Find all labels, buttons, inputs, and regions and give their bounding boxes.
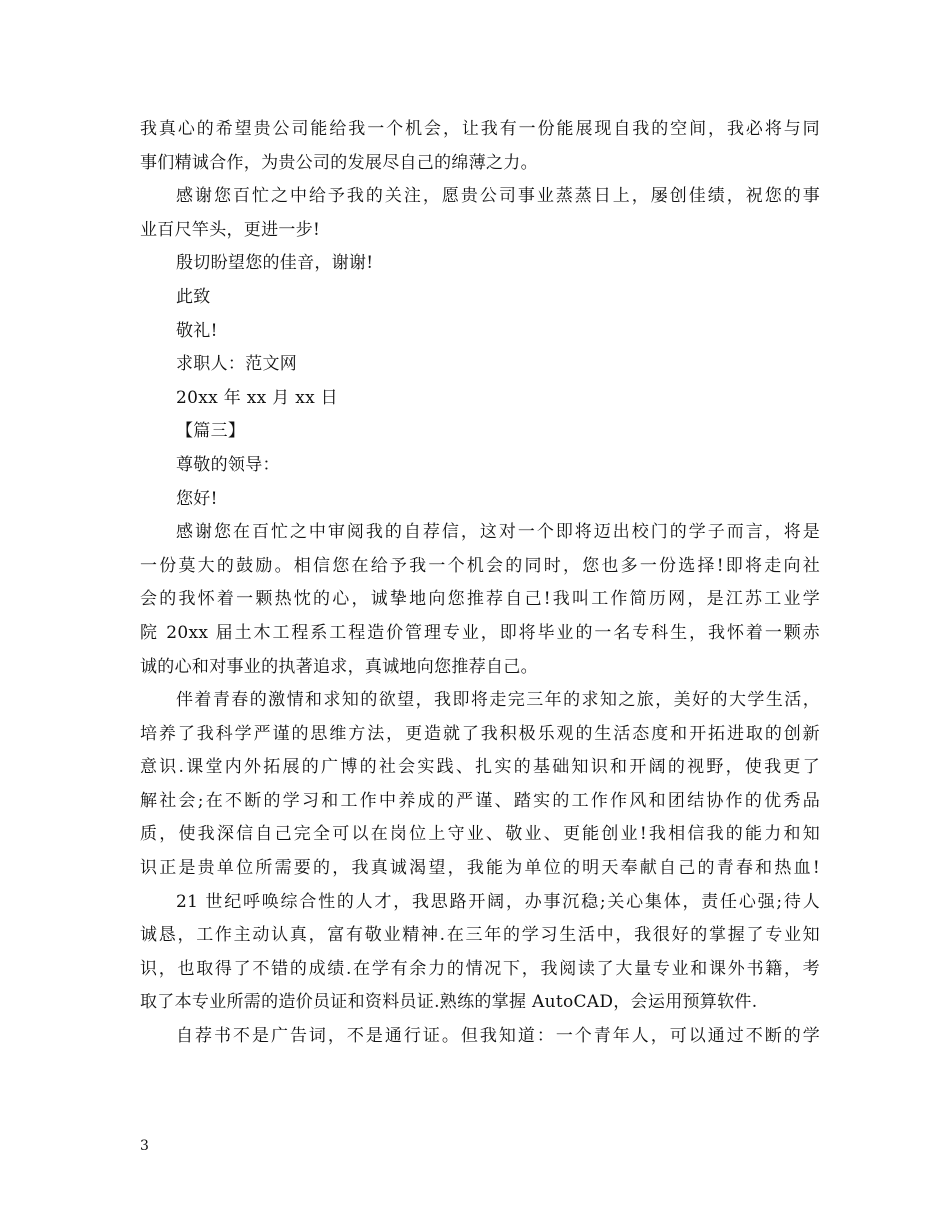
text-line: 我真心的希望贵公司能给我一个机会，让我有一份能展现自我的空间，我必将与同: [140, 119, 820, 139]
text-line: 您好!: [176, 488, 218, 509]
document-body: [140, 113, 820, 1054]
text-line: 敬礼!: [176, 320, 218, 341]
text-line: 质，使我深信自己完全可以在岗位上守业、敬业、更能创业!我相信我的能力和知: [140, 824, 820, 845]
text-line: 识，也取得了不错的成绩.在学有余力的情况下，我阅读了大量专业和课外书籍，考: [140, 958, 820, 979]
text-line: 诚恳，工作主动认真，富有敬业精神.在三年的学习生活中，我很好的掌握了专业知: [140, 925, 820, 946]
text-line: 解社会;在不断的学习和工作中养成的严谨、踏实的工作作风和团结协作的优秀品: [140, 790, 820, 811]
text-line: 感谢您百忙之中给予我的关注，愿贵公司事业蒸蒸日上，屡创佳绩，祝您的事: [176, 186, 820, 207]
text-line: 此致: [176, 286, 211, 307]
text-line: 取了本专业所需的造价员证和资料员证.熟练的掌握 AutoCAD，会运用预算软件.: [140, 992, 758, 1013]
text-line: 【篇三】: [176, 421, 246, 442]
text-line: 培养了我科学严谨的思维方法，更造就了我积极乐观的生活态度和开拓进取的创新: [140, 723, 820, 744]
text-line: 会的我怀着一颗热忱的心，诚挚地向您推荐自己!我叫工作简历网，是江苏工业学: [140, 589, 820, 610]
text-line: 院 20xx 届土木工程系工程造价管理专业，即将毕业的一名专科生，我怀着一颗赤: [140, 622, 820, 643]
text-line: 求职人：范文网: [176, 354, 298, 375]
text-line: 21 世纪呼唤综合性的人才，我思路开阔，办事沉稳;关心集体，责任心强;待人: [176, 891, 820, 912]
text-line: 殷切盼望您的佳音，谢谢!: [176, 253, 374, 274]
page-number: 3: [140, 1138, 149, 1154]
text-line: 诚的心和对事业的执著追求，真诚地向您推荐自己。: [140, 656, 538, 677]
text-line: 自荐书不是广告词，不是通行证。但我知道：一个青年人，可以通过不断的学: [176, 1026, 820, 1047]
text-line: 伴着青春的激情和求知的欲望，我即将走完三年的求知之旅，美好的大学生活，: [176, 690, 820, 711]
text-line: 业百尺竿头，更进一步!: [140, 219, 321, 240]
text-line: 尊敬的领导：: [176, 454, 280, 475]
text-line: 20xx 年 xx 月 xx 日: [176, 387, 338, 408]
text-line: 一份莫大的鼓励。相信您在给予我一个机会的同时，您也多一份选择!即将走向社: [140, 555, 820, 576]
text-line: 意识.课堂内外拓展的广博的社会实践、扎实的基础知识和开阔的视野，使我更了: [140, 757, 820, 778]
text-line: 感谢您在百忙之中审阅我的自荐信，这对一个即将迈出校门的学子而言，将是: [176, 522, 820, 543]
text-line: 识正是贵单位所需要的，我真诚渴望，我能为单位的明天奉献自己的青春和热血!: [140, 858, 820, 879]
text-line: 事们精诚合作，为贵公司的发展尽自己的绵薄之力。: [140, 152, 538, 173]
